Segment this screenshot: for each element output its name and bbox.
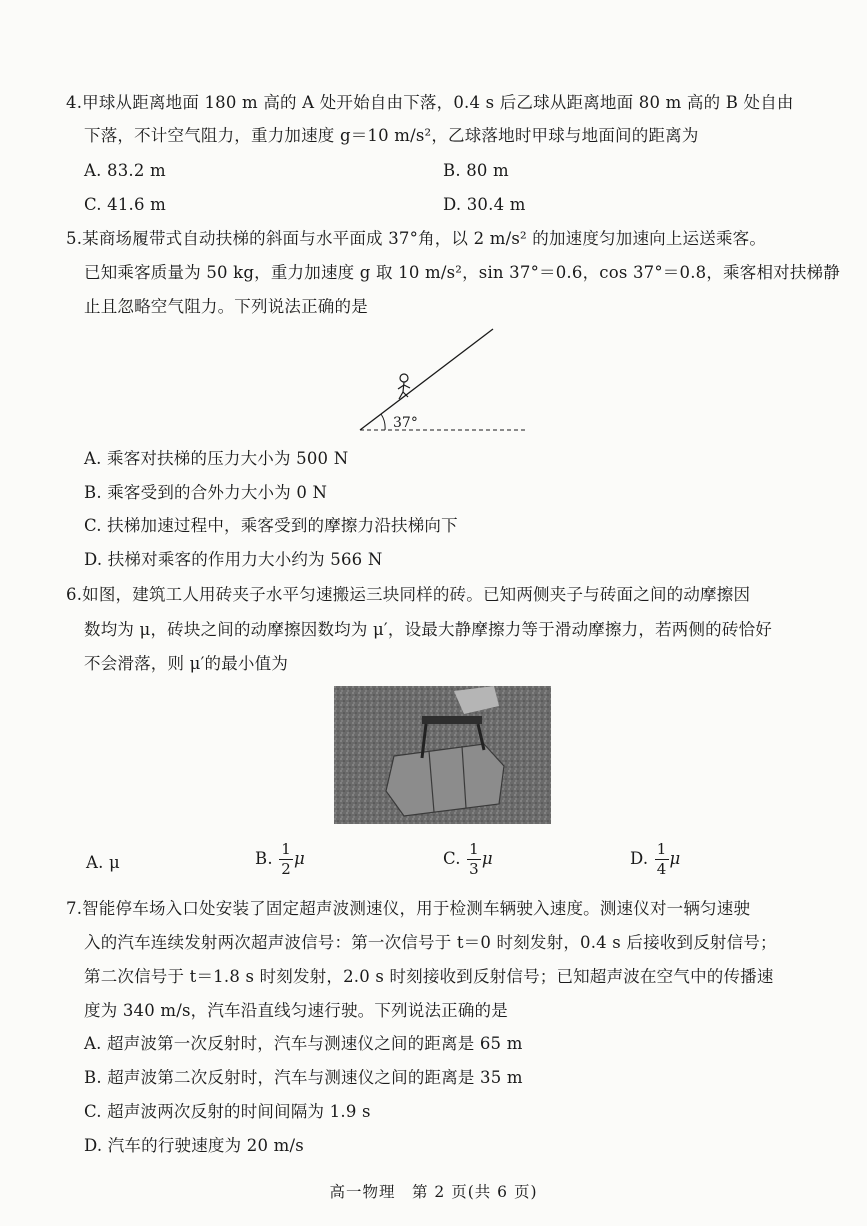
q5-stem-line-1: 5.某商场履带式自动扶梯的斜面与水平面成 37°角，以 2 m/s² 的加速度匀加速向上运送乘客。 <box>66 229 767 248</box>
q5-option-c: C. 扶梯加速过程中，乘客受到的摩擦力沿扶梯向下 <box>84 516 458 535</box>
q4-stem-line-2: 下落，不计空气阻力，重力加速度 g＝10 m/s²，乙球落地时甲球与地面间的距离为 <box>84 126 699 145</box>
q6-option-d: D. $\frac{1}{4}$ μ <box>630 840 681 878</box>
q7-option-a: A. 超声波第一次反射时，汽车与测速仪之间的距离是 65 m <box>84 1034 523 1053</box>
q7-stem-line-3: 第二次信号于 t＝1.8 s 时刻发射，2.0 s 时刻接收到反射信号；已知超声波在空气中的传播速 <box>84 967 774 986</box>
q5-stem-line-2: 已知乘客质量为 50 kg，重力加速度 g 取 10 m/s²，sin 37°＝0.6，cos 37°＝0.8，乘客相对扶梯静 <box>84 263 840 282</box>
q6-option-b-fraction: $\frac{1}{2}$ <box>281 840 291 878</box>
escalator-figure <box>355 326 535 438</box>
q7-option-d: D. 汽车的行驶速度为 20 m/s <box>84 1136 304 1155</box>
q4-option-a: A. 83.2 m <box>84 161 166 180</box>
q6-option-c: C. $\frac{1}{3}$ μ <box>443 840 493 878</box>
q5-option-d: D. 扶梯对乘客的作用力大小约为 566 N <box>84 550 383 569</box>
q7-option-c: C. 超声波两次反射的时间间隔为 1.9 s <box>84 1102 371 1121</box>
angle-arc <box>381 414 385 430</box>
q6-stem-line-1: 6.如图，建筑工人用砖夹子水平匀速搬运三块同样的砖。已知两侧夹子与砖面之间的动摩擦因 <box>66 585 751 604</box>
q6-option-a: A. μ <box>86 853 120 872</box>
q7-stem-line-1: 7.智能停车场入口处安装了固定超声波测速仪，用于检测车辆驶入速度。测速仪对一辆匀速驶 <box>66 899 751 918</box>
q4-option-b: B. 80 m <box>443 161 509 180</box>
passenger-icon <box>398 374 410 399</box>
q7-stem-line-4: 度为 340 m/s，汽车沿直线匀速行驶。下列说法正确的是 <box>84 1001 508 1020</box>
q6-option-c-fraction: $\frac{1}{3}$ <box>469 840 479 878</box>
q4-option-d: D. 30.4 m <box>443 195 526 214</box>
q7-option-b: B. 超声波第二次反射时，汽车与测速仪之间的距离是 35 m <box>84 1068 523 1087</box>
q5-option-b: B. 乘客受到的合外力大小为 0 N <box>84 483 328 502</box>
q6-stem-line-3: 不会滑落，则 μ′的最小值为 <box>84 654 289 673</box>
q4-option-c: C. 41.6 m <box>84 195 166 214</box>
q5-stem-line-3: 止且忽略空气阻力。下列说法正确的是 <box>84 297 368 316</box>
brick-clamp-photo <box>334 686 551 824</box>
q4-stem-line-1: 4.甲球从距离地面 180 m 高的 A 处开始自由下落，0.4 s 后乙球从距离地面 80 m 高的 B 处自由 <box>66 93 794 112</box>
angle-label: 37° <box>393 415 418 431</box>
incline-line <box>360 329 493 430</box>
page-footer: 高一物理 第 2 页(共 6 页) <box>329 1183 538 1201</box>
q6-option-b: B. $\frac{1}{2}$ μ <box>255 840 305 878</box>
q7-stem-line-2: 入的汽车连续发射两次超声波信号：第一次信号于 t＝0 时刻发射，0.4 s 后接收到反射信号； <box>84 933 777 952</box>
q6-option-d-fraction: $\frac{1}{4}$ <box>656 840 667 878</box>
q5-option-a: A. 乘客对扶梯的压力大小为 500 N <box>84 449 349 468</box>
q6-stem-line-2: 数均为 μ，砖块之间的动摩擦因数均为 μ′，设最大静摩擦力等于滑动摩擦力，若两侧的砖恰好 <box>84 620 772 639</box>
